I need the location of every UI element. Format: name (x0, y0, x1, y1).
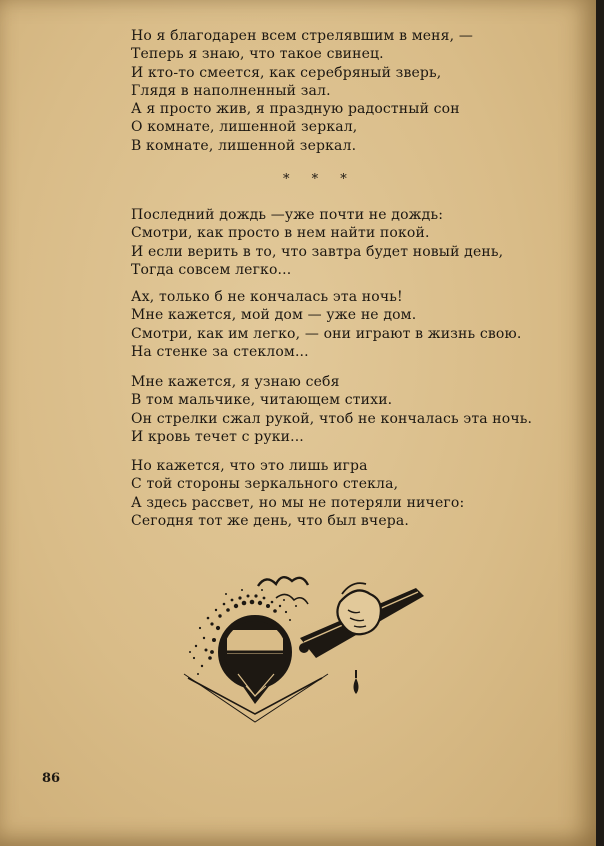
verse-line: Последний дождь —уже почти не дождь: (131, 207, 444, 223)
verse-line: В комнате, лишенной зеркал. (131, 137, 357, 154)
verse-line: Мне кажется, я узнаю себя (131, 374, 340, 390)
clock-hand-sunrise-illustration (180, 566, 442, 726)
verse-line: Теперь я знаю, что такое свинец. (131, 46, 384, 63)
verse-line: И кто-то смеется, как серебряный зверь, (131, 64, 442, 81)
verse-line: И если верить в то, что завтра будет новый день, (131, 243, 504, 260)
verse-line: Он стрелки сжал рукой, чтоб не кончалась эта ночь. (131, 410, 533, 427)
verse-line: В том мальчике, читающем стихи. (131, 392, 393, 409)
verse-line: А я просто жив, я праздную радостный сон (131, 101, 460, 118)
verse-line: С той стороны зеркального стекла, (131, 476, 399, 493)
verse-line: Но кажется, что это лишь игра (131, 458, 368, 474)
verse-line: Тогда совсем легко... (131, 261, 292, 278)
verse-line: Глядя в наполненный зал. (131, 82, 331, 99)
verse-line: О комнате, лишенной зеркал, (131, 119, 358, 136)
verse-line: На стенке за стеклом... (131, 343, 309, 360)
stanza-2 (131, 206, 503, 279)
verse-line: Смотри, как просто в нем найти покой. (131, 225, 430, 242)
verse-line: И кровь течет с руки... (131, 428, 304, 445)
verse-line: Сегодня тот же день, что был вчера. (131, 512, 409, 529)
section-separator: * * * (283, 172, 356, 187)
verse-line: Мне кажется, мой дом — уже не дом. (131, 307, 417, 324)
stanza-3 (131, 288, 521, 361)
verse-line: А здесь рассвет, но мы не потеряли ничего: (131, 494, 465, 511)
verse-line: Ах, только б не кончалась эта ночь! (131, 289, 403, 305)
page-number: 86 (42, 771, 61, 786)
verse-line: Но я благодарен всем стрелявшим в меня, — (131, 28, 473, 44)
stanza-5 (131, 457, 464, 530)
stanza-4 (131, 373, 532, 446)
verse-line: Смотри, как им легко, — они играют в жизнь свою. (131, 325, 522, 342)
stanza-1 (131, 27, 473, 155)
